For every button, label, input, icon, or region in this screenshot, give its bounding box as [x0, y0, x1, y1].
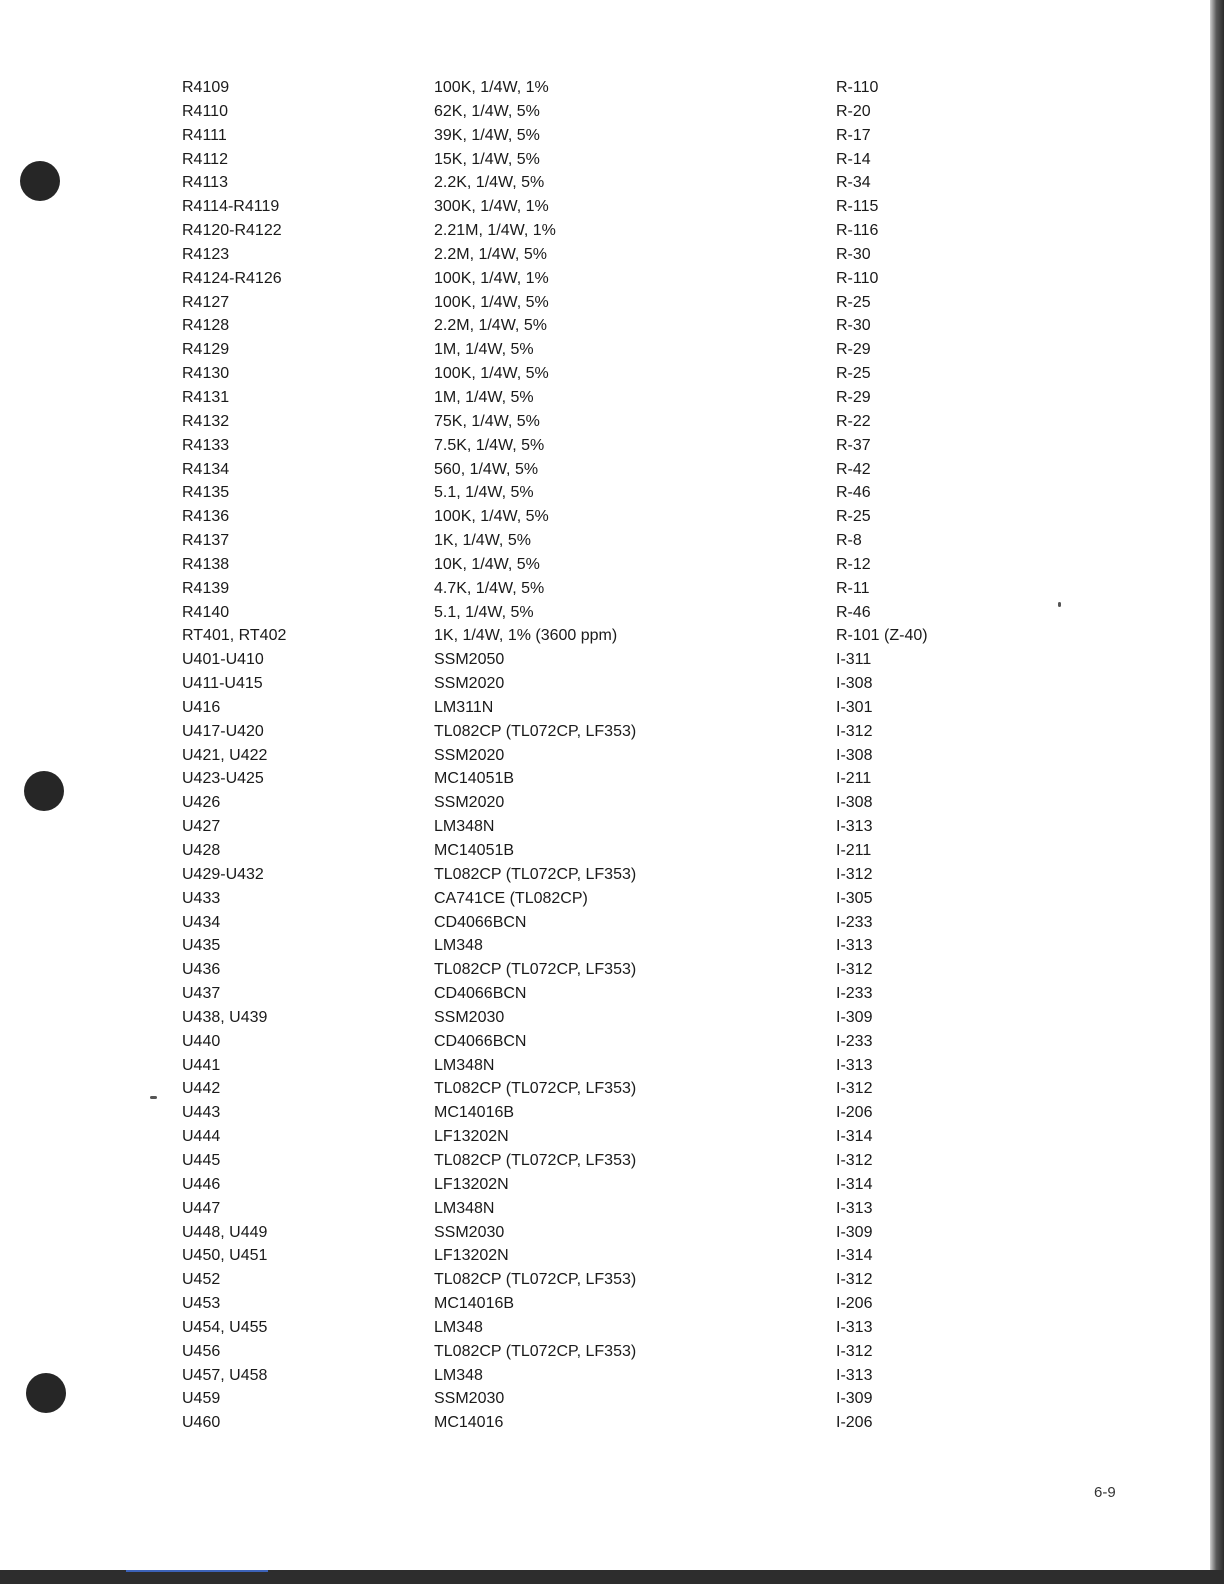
table-row [0, 1221, 1224, 1245]
part-number: R-34 [836, 174, 871, 192]
part-number: I-311 [836, 651, 872, 669]
part-description: MC14016B [434, 1104, 515, 1122]
table-row [0, 577, 1224, 601]
part-number: R-22 [836, 412, 871, 430]
part-number: I-305 [836, 889, 873, 907]
part-number: I-312 [836, 1271, 873, 1289]
part-description: MC14016B [434, 1295, 515, 1313]
reference-designator: U450, U451 [182, 1247, 268, 1265]
table-row [0, 1316, 1224, 1340]
part-number: R-46 [836, 603, 871, 621]
reference-designator: R4138 [182, 555, 230, 573]
table-row [0, 720, 1224, 744]
reference-designator: U436 [182, 961, 221, 979]
part-description: TL082CP (TL072CP, LF353) [434, 865, 637, 883]
part-description: 2.2M, 1/4W, 5% [434, 317, 547, 335]
part-number: R-30 [836, 317, 871, 335]
part-description: CA741CE (TL082CP) [434, 889, 588, 907]
reference-designator: R4120-R4122 [182, 222, 282, 240]
reference-designator: U416 [182, 698, 221, 716]
reference-designator: U434 [182, 913, 221, 931]
reference-designator: U438, U439 [182, 1008, 268, 1026]
reference-designator: U437 [182, 985, 221, 1003]
part-description: 100K, 1/4W, 5% [434, 365, 549, 383]
table-row [0, 481, 1224, 505]
reference-designator: R4113 [182, 174, 228, 192]
part-description: 7.5K, 1/4W, 5% [434, 436, 545, 454]
table-row [0, 1244, 1224, 1268]
reference-designator: R4114-R4119 [182, 198, 280, 216]
table-row [0, 338, 1224, 362]
part-number: I-211 [836, 770, 872, 788]
table-row [0, 648, 1224, 672]
reference-designator: U441 [182, 1056, 221, 1074]
reference-designator: U442 [182, 1080, 221, 1098]
part-description: TL082CP (TL072CP, LF353) [434, 1080, 637, 1098]
part-number: R-37 [836, 436, 871, 454]
table-row [0, 505, 1224, 529]
table-row [0, 100, 1224, 124]
part-number: I-312 [836, 865, 873, 883]
part-description: LM311N [434, 698, 494, 716]
table-row [0, 839, 1224, 863]
part-description: 4.7K, 1/4W, 5% [434, 579, 545, 597]
part-number: R-25 [836, 293, 871, 311]
part-number: I-312 [836, 1342, 873, 1360]
reference-designator: R4128 [182, 317, 230, 335]
part-description: 560, 1/4W, 5% [434, 460, 539, 478]
part-description: 39K, 1/4W, 5% [434, 126, 540, 144]
part-number: R-116 [836, 222, 879, 240]
part-description: 5.1, 1/4W, 5% [434, 484, 534, 502]
part-description: SSM2020 [434, 794, 505, 812]
reference-designator: U457, U458 [182, 1366, 268, 1384]
part-number: R-29 [836, 388, 871, 406]
part-description: MC14016 [434, 1414, 504, 1432]
part-description: LF13202N [434, 1247, 509, 1265]
part-description: SSM2030 [434, 1390, 505, 1408]
table-row [0, 863, 1224, 887]
part-number: I-309 [836, 1223, 873, 1241]
part-number: R-30 [836, 245, 871, 263]
reference-designator: R4109 [182, 79, 230, 96]
table-row [0, 458, 1224, 482]
table-row [0, 958, 1224, 982]
table-row [0, 410, 1224, 434]
table-row [0, 887, 1224, 911]
part-number: I-233 [836, 1032, 873, 1050]
part-number: R-42 [836, 460, 871, 478]
part-description: CD4066BCN [434, 1032, 527, 1050]
part-description: SSM2030 [434, 1008, 505, 1026]
reference-designator: U411-U415 [182, 675, 263, 693]
part-number: R-110 [836, 269, 879, 287]
part-number: I-308 [836, 675, 873, 693]
part-description: LM348N [434, 818, 495, 836]
reference-designator: R4133 [182, 436, 230, 454]
reference-designator: U429-U432 [182, 865, 264, 883]
part-number: R-11 [836, 579, 870, 597]
part-description: 100K, 1/4W, 5% [434, 508, 549, 526]
table-row [0, 434, 1224, 458]
table-row [0, 195, 1224, 219]
part-number: I-309 [836, 1390, 873, 1408]
table-row [0, 1197, 1224, 1221]
part-number: R-110 [836, 79, 879, 96]
table-row [0, 386, 1224, 410]
reference-designator: U445 [182, 1151, 221, 1169]
part-number: R-8 [836, 532, 862, 550]
table-row [0, 672, 1224, 696]
part-number: R-14 [836, 150, 871, 168]
table-row [0, 744, 1224, 768]
part-description: 15K, 1/4W, 5% [434, 150, 540, 168]
reference-designator: R4134 [182, 460, 230, 478]
part-number: I-313 [836, 818, 873, 836]
reference-designator: R4112 [182, 150, 228, 168]
table-row [0, 76, 1224, 100]
table-row [0, 982, 1224, 1006]
part-number: I-206 [836, 1104, 873, 1122]
part-description: 1M, 1/4W, 5% [434, 341, 534, 359]
table-row [0, 696, 1224, 720]
part-description: 100K, 1/4W, 1% [434, 79, 549, 96]
part-number: I-313 [836, 1366, 873, 1384]
reference-designator: U459 [182, 1390, 221, 1408]
part-number: R-12 [836, 555, 871, 573]
part-description: TL082CP (TL072CP, LF353) [434, 1271, 637, 1289]
reference-designator: U453 [182, 1295, 221, 1313]
part-description: LM348 [434, 1366, 483, 1384]
part-description: SSM2020 [434, 746, 505, 764]
reference-designator: U456 [182, 1342, 221, 1360]
reference-designator: U401-U410 [182, 651, 264, 669]
reference-designator: R4131 [182, 388, 230, 406]
part-description: CD4066BCN [434, 985, 527, 1003]
part-number: I-312 [836, 722, 873, 740]
table-row [0, 1292, 1224, 1316]
reference-designator: R4124-R4126 [182, 269, 282, 287]
table-row [0, 1387, 1224, 1411]
part-number: I-314 [836, 1247, 873, 1265]
reference-designator: U426 [182, 794, 221, 812]
part-description: LF13202N [434, 1128, 509, 1146]
part-number: I-233 [836, 913, 873, 931]
part-description: TL082CP (TL072CP, LF353) [434, 1151, 637, 1169]
part-number: I-211 [836, 842, 872, 859]
part-number: I-309 [836, 1008, 873, 1026]
part-number: R-46 [836, 484, 871, 502]
reference-designator: U421, U422 [182, 746, 268, 764]
part-number: I-206 [836, 1295, 873, 1313]
part-number: I-233 [836, 985, 873, 1003]
part-number: I-312 [836, 1151, 873, 1169]
table-row [0, 1101, 1224, 1125]
part-description: 300K, 1/4W, 1% [434, 198, 549, 216]
table-row [0, 791, 1224, 815]
reference-designator: U447 [182, 1199, 221, 1217]
reference-designator: R4137 [182, 532, 230, 550]
reference-designator: R4111 [182, 126, 227, 144]
part-number: R-29 [836, 341, 871, 359]
reference-designator: R4135 [182, 484, 230, 502]
table-row [0, 1054, 1224, 1078]
reference-designator: U454, U455 [182, 1318, 268, 1336]
reference-designator: R4139 [182, 579, 230, 597]
table-row [0, 124, 1224, 148]
part-description: 2.2M, 1/4W, 5% [434, 245, 547, 263]
table-row [0, 553, 1224, 577]
part-description: 2.21M, 1/4W, 1% [434, 222, 556, 240]
reference-designator: RT401, RT402 [182, 627, 287, 645]
table-row [0, 1030, 1224, 1054]
table-row [0, 601, 1224, 625]
reference-designator: R4123 [182, 245, 230, 263]
table-row [0, 529, 1224, 553]
part-number: R-25 [836, 365, 871, 383]
table-row [0, 171, 1224, 195]
part-description: SSM2050 [434, 651, 505, 669]
part-number: I-314 [836, 1128, 873, 1146]
page-number: 6-9 [1094, 1484, 1116, 1501]
parts-list-table [0, 76, 1224, 1435]
part-description: LM348N [434, 1056, 495, 1074]
reference-designator: R4136 [182, 508, 230, 526]
table-row [0, 314, 1224, 338]
part-number: I-312 [836, 1080, 873, 1098]
reference-designator: U435 [182, 937, 221, 955]
table-row [0, 1125, 1224, 1149]
table-row [0, 148, 1224, 172]
table-row [0, 1149, 1224, 1173]
part-number: R-101 (Z-40) [836, 627, 928, 645]
scan-bottom-line [126, 1570, 268, 1572]
reference-designator: U460 [182, 1414, 221, 1432]
part-number: R-25 [836, 508, 871, 526]
part-number: I-314 [836, 1175, 873, 1193]
part-description: TL082CP (TL072CP, LF353) [434, 961, 637, 979]
table-row [0, 267, 1224, 291]
part-description: 100K, 1/4W, 5% [434, 293, 549, 311]
part-number: R-115 [836, 198, 879, 216]
table-row [0, 219, 1224, 243]
part-description: 1K, 1/4W, 1% (3600 ppm) [434, 627, 618, 645]
part-description: SSM2030 [434, 1223, 505, 1241]
reference-designator: U417-U420 [182, 722, 264, 740]
part-description: LM348N [434, 1199, 495, 1217]
part-number: I-312 [836, 961, 873, 979]
table-row [0, 1411, 1224, 1435]
table-row [0, 767, 1224, 791]
scan-bottom-edge [0, 1570, 1224, 1584]
table-row [0, 911, 1224, 935]
reference-designator: U452 [182, 1271, 221, 1289]
table-row [0, 291, 1224, 315]
part-number: I-308 [836, 794, 873, 812]
part-number: I-206 [836, 1414, 873, 1432]
part-description: TL082CP (TL072CP, LF353) [434, 1342, 637, 1360]
reference-designator: U448, U449 [182, 1223, 268, 1241]
reference-designator: U446 [182, 1175, 221, 1193]
scan-right-edge [1210, 0, 1224, 1584]
reference-designator: R4127 [182, 293, 230, 311]
reference-designator: R4129 [182, 341, 230, 359]
part-number: I-313 [836, 1318, 873, 1336]
table-row [0, 1173, 1224, 1197]
reference-designator: R4110 [182, 102, 228, 120]
part-number: R-20 [836, 102, 871, 120]
reference-designator: R4140 [182, 603, 230, 621]
part-description: LM348 [434, 937, 483, 955]
table-row [0, 362, 1224, 386]
reference-designator: R4130 [182, 365, 230, 383]
part-description: 100K, 1/4W, 1% [434, 269, 549, 287]
part-number: I-313 [836, 1056, 873, 1074]
table-row [0, 243, 1224, 267]
part-description: 1K, 1/4W, 5% [434, 532, 531, 550]
table-row [0, 815, 1224, 839]
part-description: TL082CP (TL072CP, LF353) [434, 722, 637, 740]
part-description: 1M, 1/4W, 5% [434, 388, 534, 406]
table-row [0, 934, 1224, 958]
part-number: R-17 [836, 126, 871, 144]
table-row [0, 624, 1224, 648]
part-description: 75K, 1/4W, 5% [434, 412, 540, 430]
part-number: I-313 [836, 937, 873, 955]
part-description: CD4066BCN [434, 913, 527, 931]
reference-designator: U428 [182, 842, 221, 859]
part-description: 10K, 1/4W, 5% [434, 555, 540, 573]
table-row [0, 1268, 1224, 1292]
part-number: I-301 [836, 698, 873, 716]
part-description: 62K, 1/4W, 5% [434, 102, 540, 120]
reference-designator: U427 [182, 818, 221, 836]
reference-designator: U440 [182, 1032, 221, 1050]
part-description: 5.1, 1/4W, 5% [434, 603, 534, 621]
part-number: I-308 [836, 746, 873, 764]
part-description: 2.2K, 1/4W, 5% [434, 174, 545, 192]
table-row [0, 1364, 1224, 1388]
part-description: SSM2020 [434, 675, 505, 693]
part-description: LF13202N [434, 1175, 509, 1193]
part-description: LM348 [434, 1318, 483, 1336]
reference-designator: U443 [182, 1104, 221, 1122]
reference-designator: R4132 [182, 412, 230, 430]
reference-designator: U423-U425 [182, 770, 264, 788]
reference-designator: U444 [182, 1128, 221, 1146]
part-description: MC14051B [434, 770, 515, 788]
reference-designator: U433 [182, 889, 221, 907]
part-description: MC14051B [434, 842, 515, 859]
table-row [0, 1077, 1224, 1101]
part-number: I-313 [836, 1199, 873, 1217]
table-row [0, 1340, 1224, 1364]
table-row [0, 1006, 1224, 1030]
